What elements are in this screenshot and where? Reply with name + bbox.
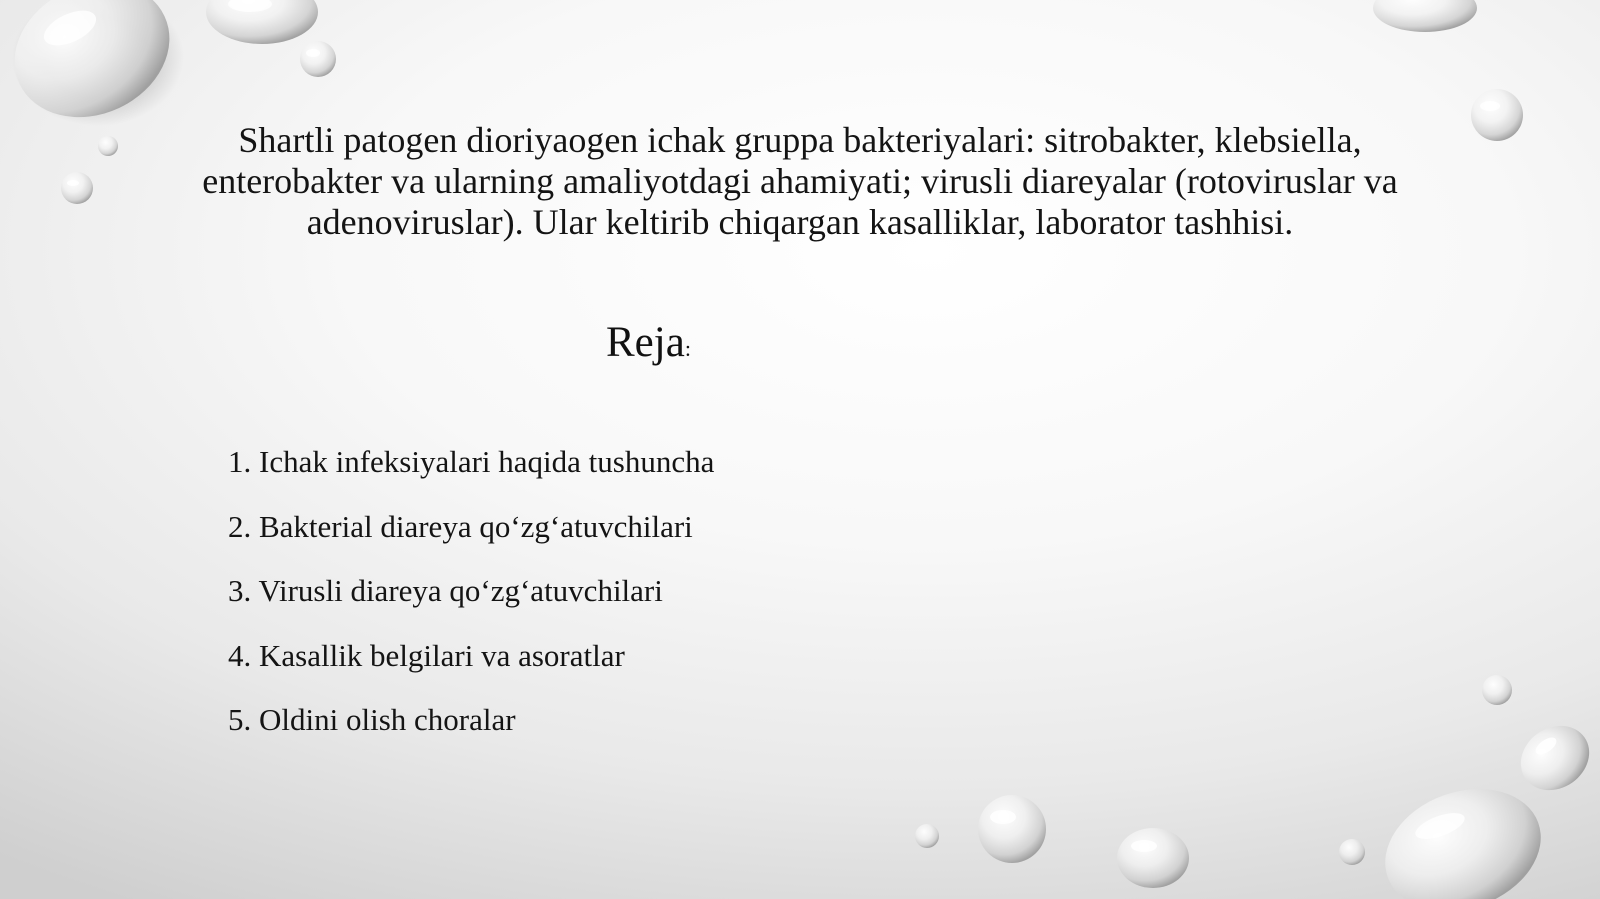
plan-heading-text: Reja xyxy=(606,319,685,366)
drop-right-2 xyxy=(1482,675,1512,705)
drop-bottom-right-large xyxy=(1368,768,1558,899)
drop-small-3 xyxy=(61,172,93,204)
drop-bottom-2 xyxy=(915,824,939,848)
plan-item: 4. Kasallik belgilari va asoratlar xyxy=(228,637,625,673)
drop-right-3 xyxy=(1508,713,1600,803)
slide-title: Shartli patogen dioriyaogen ichak gruppa bakteriyalari: sitrobakter, klebsiella, enterobakter va ularning amaliyotdagi ahamiyati; virusli diareyalar (rotoviruslar va adenoviruslar). Ular keltirib chiqargan kasalliklar, laborator tashhisi. xyxy=(202,120,1398,242)
plan-item: 5. Oldini olish choralar xyxy=(228,702,516,737)
plan-heading xyxy=(606,318,691,374)
drop-small-1 xyxy=(300,41,336,77)
drop-bottom-right-small xyxy=(1339,839,1365,865)
plan-list xyxy=(228,442,714,765)
drop-right-1 xyxy=(1471,89,1523,141)
drop-bottom-1 xyxy=(978,795,1046,863)
drop-small-2 xyxy=(98,136,118,156)
drop-bottom-3 xyxy=(1117,828,1189,888)
plan-item: 3. Virusli diareya qo‘zg‘atuvchilari xyxy=(228,573,663,608)
plan-item: 2. Bakterial diareya qo‘zg‘atuvchilari xyxy=(228,508,693,544)
drop-top-right xyxy=(1373,0,1477,32)
plan-item: 1. Ichak infeksiyalari haqida tushuncha xyxy=(228,444,715,479)
plan-heading-colon: : xyxy=(684,336,691,361)
drop-top-left-medium xyxy=(206,0,318,44)
